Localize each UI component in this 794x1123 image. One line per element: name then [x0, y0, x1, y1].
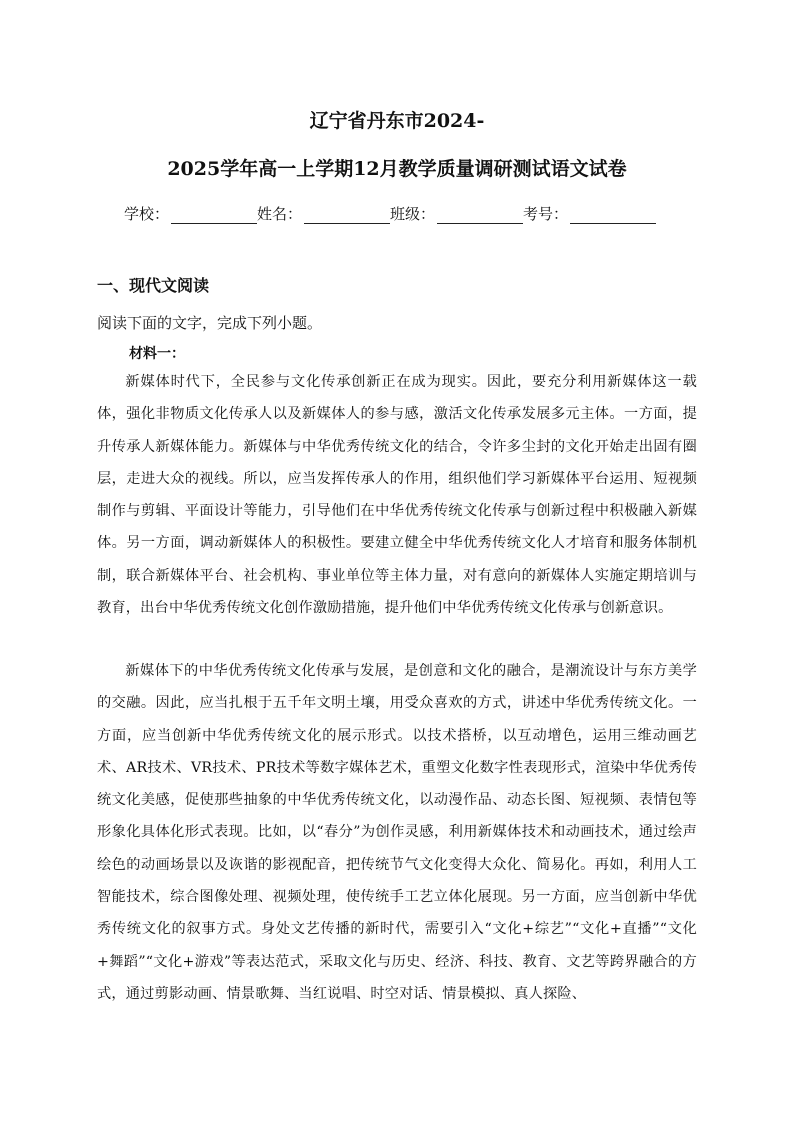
material-label: 材料一： — [129, 346, 185, 362]
material-paragraph-2: 新媒体下的中华优秀传统文化传承与发展，是创意和文化的融合，是潮流设计与东方美学的交融。因此，应当扎根于五千年文明土壤，用受众喜欢的方式，讲述中华优秀传统文化。一方面，应当创新中华优秀传统文化的展示形式。以技术搭桥，以互动增色，运用三维动画艺术、AR技术、VR技术、PR技术等数字媒体艺术，重塑文化数字性表现形式，渲染中华优秀传统文化美感，促使那些抽象的中华优秀传统文化，以动漫作品、动态长图、短视频、表情包等形象化具体化形式表现。比如，以“春分”为创作灵感，利用新媒体技术和动画技术，通过绘声绘色的动画场景以及诙谐的影视配音，把传统节气文化变得大众化、简易化。再如，利用人工智能技术，综合图像处理、视频处理，使传统手工艺立体化展现。另一方面，应当创新中华优秀传统文化的叙事方式。身处文艺传播的新时代，需要引入“文化+综艺”“文化+直播”“文化+舞蹈”“文化+游戏”等表达范式，采取文化与历史、经济、科技、教育、文艺等跨界融合的方式，通过剪影动画、情景歌舞、当红说唱、时空对话、情景模拟、真人探险、 — [97, 663, 697, 1002]
class-blank-line[interactable] — [437, 207, 523, 224]
exam-number-label: 考号： — [523, 205, 569, 223]
name-label: 姓名： — [257, 205, 303, 223]
exam-title-line-2: 2025学年高一上学期12月教学质量调研测试语文试卷 — [167, 158, 627, 180]
reading-instruction: 阅读下面的文字，完成下列小题。 — [97, 314, 323, 332]
school-label: 学校： — [124, 205, 170, 223]
name-blank-line[interactable] — [304, 207, 390, 224]
student-info-row — [124, 203, 684, 224]
exam-number-field — [523, 203, 656, 224]
exam-title-line-1: 辽宁省丹东市2024- — [309, 110, 485, 132]
exam-number-blank-line[interactable] — [570, 207, 656, 224]
material-paragraph-1: 新媒体时代下，全民参与文化传承创新正在成为现实。因此，要充分利用新媒体这一载体，强化非物质文化传承人以及新媒体人的参与感，激活文化传承发展多元主体。一方面，提升传承人新媒体能力。新媒体与中华优秀传统文化的结合，令许多尘封的文化开始走出固有圈层，走进大众的视线。所以，应当发挥传承人的作用，组织他们学习新媒体平台运用、短视频制作与剪辑、平面设计等能力，引导他们在中华优秀传统文化传承与创新过程中积极融入新媒体。另一方面，调动新媒体人的积极性。要建立健全中华优秀传统文化人才培育和服务体制机制，联合新媒体平台、社会机构、事业单位等主体力量，对有意向的新媒体人实施定期培训与教育，出台中华优秀传统文化创作激励措施，提升他们中华优秀传统文化传承与创新意识。 — [97, 374, 697, 617]
school-blank-line[interactable] — [171, 207, 257, 224]
school-field — [124, 203, 257, 224]
class-field — [390, 203, 523, 224]
class-label: 班级： — [390, 205, 436, 223]
name-field — [257, 203, 390, 224]
section-heading: 一、现代文阅读 — [97, 276, 210, 295]
